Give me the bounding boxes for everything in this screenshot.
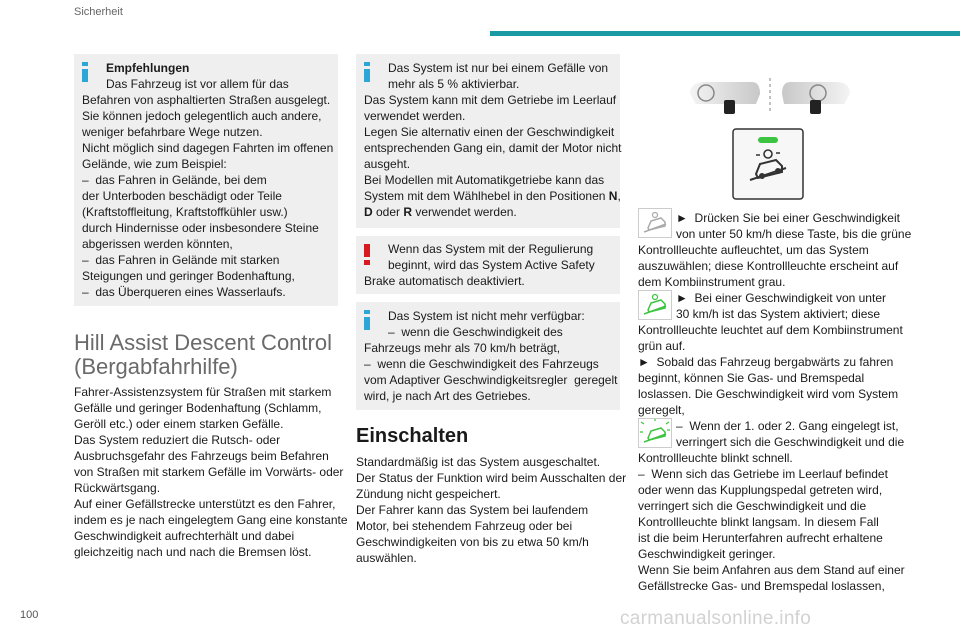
step-line: Gefällstrecke Gas- und Bremspedal loslassen, [638, 579, 885, 593]
step-line: ► Sobald das Fahrzeug bergabwärts zu fahren [638, 355, 894, 369]
info-line: Das System ist nicht mehr verfügbar: [388, 309, 585, 323]
info-line: vom Adaptiver Geschwindigkeitsregler geregelt [364, 373, 618, 387]
section-title-line2: (Bergabfahrhilfe) [74, 354, 238, 379]
header-accent-bar [490, 31, 960, 36]
warning-icon [364, 244, 370, 265]
hadc-flashing-indicator-icon [638, 418, 672, 448]
step-line: verringert sich die Geschwindigkeit und die [676, 435, 905, 449]
info-line: Legen Sie alternativ einen der Geschwindigkeit [364, 125, 615, 139]
info-line-with-position [364, 188, 621, 204]
info-line: Bei Modellen mit Automatikgetriebe kann das [364, 173, 605, 187]
info-line-positions [364, 204, 517, 220]
section-header: Sicherheit [74, 6, 123, 18]
recommendations-line: Gelände, wie zum Beispiel: [82, 157, 227, 171]
info-line: Fahrzeugs mehr als 70 km/h beträgt, [364, 341, 561, 355]
section-title-line1: Hill Assist Descent Control [74, 330, 332, 355]
step-line: beginnt, können Sie Gas- und Bremspedal [638, 371, 865, 385]
steering-wheel-controls-illustration [686, 76, 854, 122]
recommendations-line: abgerissen werden könnten, [82, 237, 233, 251]
recommendations-line: Befahren von asphaltierten Straßen ausgelegt. [82, 93, 331, 107]
body-line: Standardmäßig ist das System ausgeschaltet. [356, 455, 601, 469]
step-line: ist die beim Herunterfahren aufrecht erhaltene [638, 531, 883, 545]
body-line: Rückwärtsgang. [74, 481, 161, 495]
step-line: geregelt, [638, 403, 685, 417]
availability-info-box [356, 54, 620, 228]
recommendations-line: Das Fahrzeug ist vor allem für das [106, 77, 289, 91]
step-line: – Wenn sich das Getriebe im Leerlauf befindet [638, 467, 888, 481]
info-line-tail: verwendet werden. [412, 205, 517, 219]
hadc-button[interactable] [732, 128, 804, 200]
warning-line: Brake automatisch deaktiviert. [364, 274, 525, 288]
step-line: Geschwindigkeit geringer. [638, 547, 776, 561]
body-line: Motor, bei stehendem Fahrzeug oder bei [356, 519, 573, 533]
info-line: entsprechenden Gang ein, damit der Motor nicht [364, 141, 622, 155]
info-line: System mit dem Wählhebel in den Positionen [364, 189, 609, 203]
info-line: Das System ist nur bei einem Gefälle von [388, 61, 609, 75]
step-line: Kontrollleuchte aufleuchtet, um das System [638, 243, 869, 257]
step-line: dem Kombiinstrument grau. [638, 275, 786, 289]
step-line: Kontrollleuchte blinkt schnell. [638, 451, 793, 465]
recommendations-line: – das Fahren in Gelände, bei dem [82, 173, 267, 187]
recommendations-line: der Unterboden beschädigt oder Teile [82, 189, 282, 203]
recommendations-box [74, 54, 338, 306]
body-line: gleichzeitig nach und nach die Bremsen löst. [74, 545, 312, 559]
recommendations-line: Steigungen und geringer Bodenhaftung, [82, 269, 295, 283]
warning-line: Wenn das System mit der Regulierung [388, 242, 594, 256]
body-line: Der Fahrer kann das System bei laufendem [356, 503, 589, 517]
unavailability-info-box [356, 302, 620, 410]
warning-line: beginnt, wird das System Active Safety [388, 258, 595, 272]
step-line: verringert sich die Geschwindigkeit und die [638, 499, 867, 513]
recommendations-line: Nicht möglich sind dagegen Fahrten im offenen [82, 141, 334, 155]
watermark[interactable]: carmanualsonline.info [620, 608, 812, 629]
step-line: Kontrollleuchte leuchtet auf dem Kombiinstrument [638, 323, 903, 337]
warning-box [356, 236, 620, 294]
body-line: Geröll etc.) oder einem starken Gefälle. [74, 417, 284, 431]
gear-position-n: N [608, 189, 618, 203]
info-icon [364, 310, 370, 330]
body-line: indem es je nach eingelegtem Gang eine konstante [74, 513, 348, 527]
recommendations-title: Empfehlungen [106, 61, 190, 75]
info-line: wird, je nach Art des Getriebes. [364, 389, 531, 403]
separator: , [617, 189, 621, 203]
info-line: – wenn die Geschwindigkeit des Fahrzeugs [364, 357, 599, 371]
einschalten-heading: Einschalten [356, 425, 469, 447]
recommendations-line: – das Fahren in Gelände mit starken [82, 253, 280, 267]
step-line: Wenn Sie beim Anfahren aus dem Stand auf einer [638, 563, 905, 577]
body-line: Auf einer Gefällstrecke unterstützt es den Fahrer, [74, 497, 336, 511]
page-number: 100 [20, 609, 39, 621]
step-line: – Wenn der 1. oder 2. Gang eingelegt ist, [676, 419, 899, 433]
separator: oder [372, 205, 404, 219]
body-line: Das System reduziert die Rutsch- oder [74, 433, 281, 447]
step-line: von unter 50 km/h diese Taste, bis die grüne [676, 227, 912, 241]
hadc-grey-indicator-icon [638, 208, 672, 238]
step-line: loslassen. Die Geschwindigkeit wird vom System [638, 387, 899, 401]
recommendations-line: (Kraftstoffleitung, Kraftstoffkühler usw.) [82, 205, 288, 219]
body-line: Fahrer-Assistenzsystem für Straßen mit starkem [74, 385, 332, 399]
step-line: ► Bei einer Geschwindigkeit von unter [676, 291, 886, 305]
step-line: oder wenn das Kupplungspedal getreten wird, [638, 483, 883, 497]
gear-position-r: R [403, 205, 413, 219]
body-line: auswählen. [356, 551, 417, 565]
body-line: Geschwindigkeiten von bis zu etwa 50 km/h [356, 535, 589, 549]
body-line: Geschwindigkeit aufrechterhält und dabei [74, 529, 295, 543]
recommendations-line: weniger befahrbare Wege nutzen. [82, 125, 263, 139]
body-line: Ausbruchsgefahr des Fahrzeugs beim Befahren [74, 449, 329, 463]
step-line: ► Drücken Sie bei einer Geschwindigkeit [676, 211, 900, 225]
info-line: – wenn die Geschwindigkeit des [388, 325, 563, 339]
info-icon [82, 62, 88, 82]
info-line: ausgeht. [364, 157, 411, 171]
recommendations-line: durch Hindernisse oder insbesondere Steine [82, 221, 319, 235]
gear-position-d: D [364, 205, 373, 219]
info-line: verwendet werden. [364, 109, 466, 123]
step-line: grün auf. [638, 339, 686, 353]
hadc-green-indicator-icon [638, 290, 672, 320]
info-line: Das System kann mit dem Getriebe im Leerlauf [364, 93, 617, 107]
info-line: mehr als 5 % aktivierbar. [388, 77, 520, 91]
body-line: Gefälle und geringer Bodenhaftung (Schlamm, [74, 401, 322, 415]
body-line: Der Status der Funktion wird beim Ausschalten der [356, 471, 627, 485]
step-line: auszuwählen; diese Kontrollleuchte erscheint auf [638, 259, 899, 273]
recommendations-line: Sie können jedoch gelegentlich auch andere, [82, 109, 322, 123]
recommendations-line: – das Überqueren eines Wasserlaufs. [82, 285, 286, 299]
body-line: von Straßen mit starkem Gefälle im Vorwärts- oder [74, 465, 344, 479]
green-indicator-light [758, 137, 778, 143]
info-icon [364, 62, 370, 82]
step-line: 30 km/h ist das System aktiviert; diese [676, 307, 881, 321]
step-line: Kontrollleuchte blinkt langsam. In diesem Fall [638, 515, 879, 529]
body-line: Zündung nicht gespeichert. [356, 487, 501, 501]
